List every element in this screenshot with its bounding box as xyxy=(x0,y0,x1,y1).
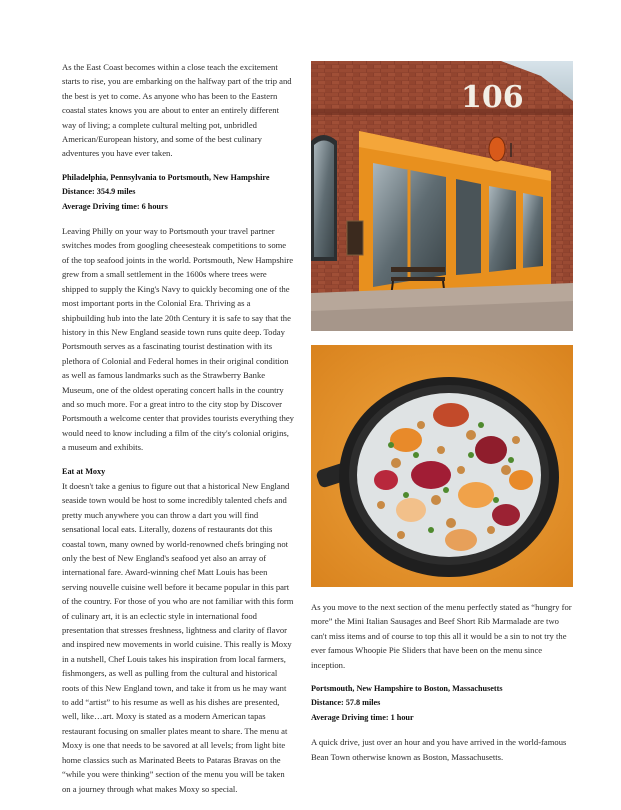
route-distance: Distance: 354.9 miles xyxy=(62,187,136,197)
right-column xyxy=(311,600,573,774)
route-title: Philadelphia, Pennsylvania to Portsmouth, New Hampshire xyxy=(62,172,270,182)
left-column xyxy=(62,60,294,806)
restaurant-building-photo xyxy=(311,61,573,331)
route-title: Portsmouth, New Hampshire to Boston, Massachusetts xyxy=(311,684,503,694)
intro-paragraph: As the East Coast becomes within a close teach the excitement starts to rise, you are embarking on the halfway part of the trip and the best is yet to come. As anyone who has been to the Eastern coastal states knows you are about to enter an entirely different way of living; a complete cultural melting pot, unbridled American/European history, and some of the best culinary adventures you have ever taken. xyxy=(62,62,292,159)
menu-paragraph: As you move to the next section of the menu perfectly stated as “hungry for more” the Mini Italian Sausages and Beef Short Rib Marmalade are two can't miss items and of course to top this all it would be a sin to not try the ever famous Whoopie Pie Sliders that have been on the menu since inception. xyxy=(311,602,572,670)
route-driving-time: Average Driving time: 6 hours xyxy=(62,201,168,211)
moxy-paragraph: It doesn't take a genius to figure out that a historical New England seaside town would be host to some incredibly talented chefs and pretty much anywhere you can throw a dart you will find sensational local eats. Literally, dozens of restaurants dot this coastal town, many owned by world-renowned chefs bringing not only the best of New England's seafood yet also an array of international fare. Award-winning chef Matt Louis has been serving nouvelle cuisine well before it became popular in this part of the country. For those of you who are not familiar with this form of culinary art, it is an eclectic style in international food presentation that stresses freshness, lightness and clarity of flavor and inspired new movements in world cuisine. This really is Moxy in a nutshell, Chef Louis takes his inspiration from local farmers, fishmongers, as well as pulling from the cultural and historical roots of this New England town, and take it from us he may want to add “artist” to his resume as well as his dishes are presented, well, like…art. Moxy is stated as a modern American tapas restaurant focusing on smaller plates meant to share. The menu at Moxy is one that needs to be savored at all levels; from light bite home classics such as Marinated Beets to Pataras Bravas on the “while you were thinking” section of the menu you will be taken on a journey through what makes Moxy so special. xyxy=(62,480,294,794)
marinated-beets-dish-photo xyxy=(311,345,573,587)
route-distance: Distance: 57.8 miles xyxy=(311,698,381,708)
route-philadelphia-portsmouth xyxy=(62,171,294,214)
portsmouth-paragraph: Leaving Philly on your way to Portsmouth your travel partner switches modes from googling cheesesteak competitions to some of the top seafood joints in the world. Portsmouth, New Hampshire grew from a small settlement in the 1600s where trees were shipped to supply the King's Navy to quickly becoming one of the most important ports in the Colonial Era. Thriving as a shipbuilding hub into the late 20th Century it is safe to say that the history in this New England seaside town runs quite deep. Today Portsmouth serves as a fascinating tourist destination with its plethora of Colonial and Federal homes in their original condition as well as famous landmarks such as the Strawberry Banke Museum, one of the oldest operating concert halls in the country and so much more. For a great intro to the city stop by Discover Portsmouth a welcome center that provides tourists everything they would need to know including a film of the city's colonial origins, a museum and exhibits. xyxy=(62,226,294,453)
boston-paragraph: A quick drive, just over an hour and you have arrived in the world-famous Bean Town otherwise known as Boston, Massachusetts. xyxy=(311,737,567,762)
moxy-heading: Eat at Moxy xyxy=(62,466,106,476)
building-number: 106 xyxy=(461,80,524,115)
route-driving-time: Average Driving time: 1 hour xyxy=(311,712,414,722)
route-portsmouth-boston xyxy=(311,682,573,725)
